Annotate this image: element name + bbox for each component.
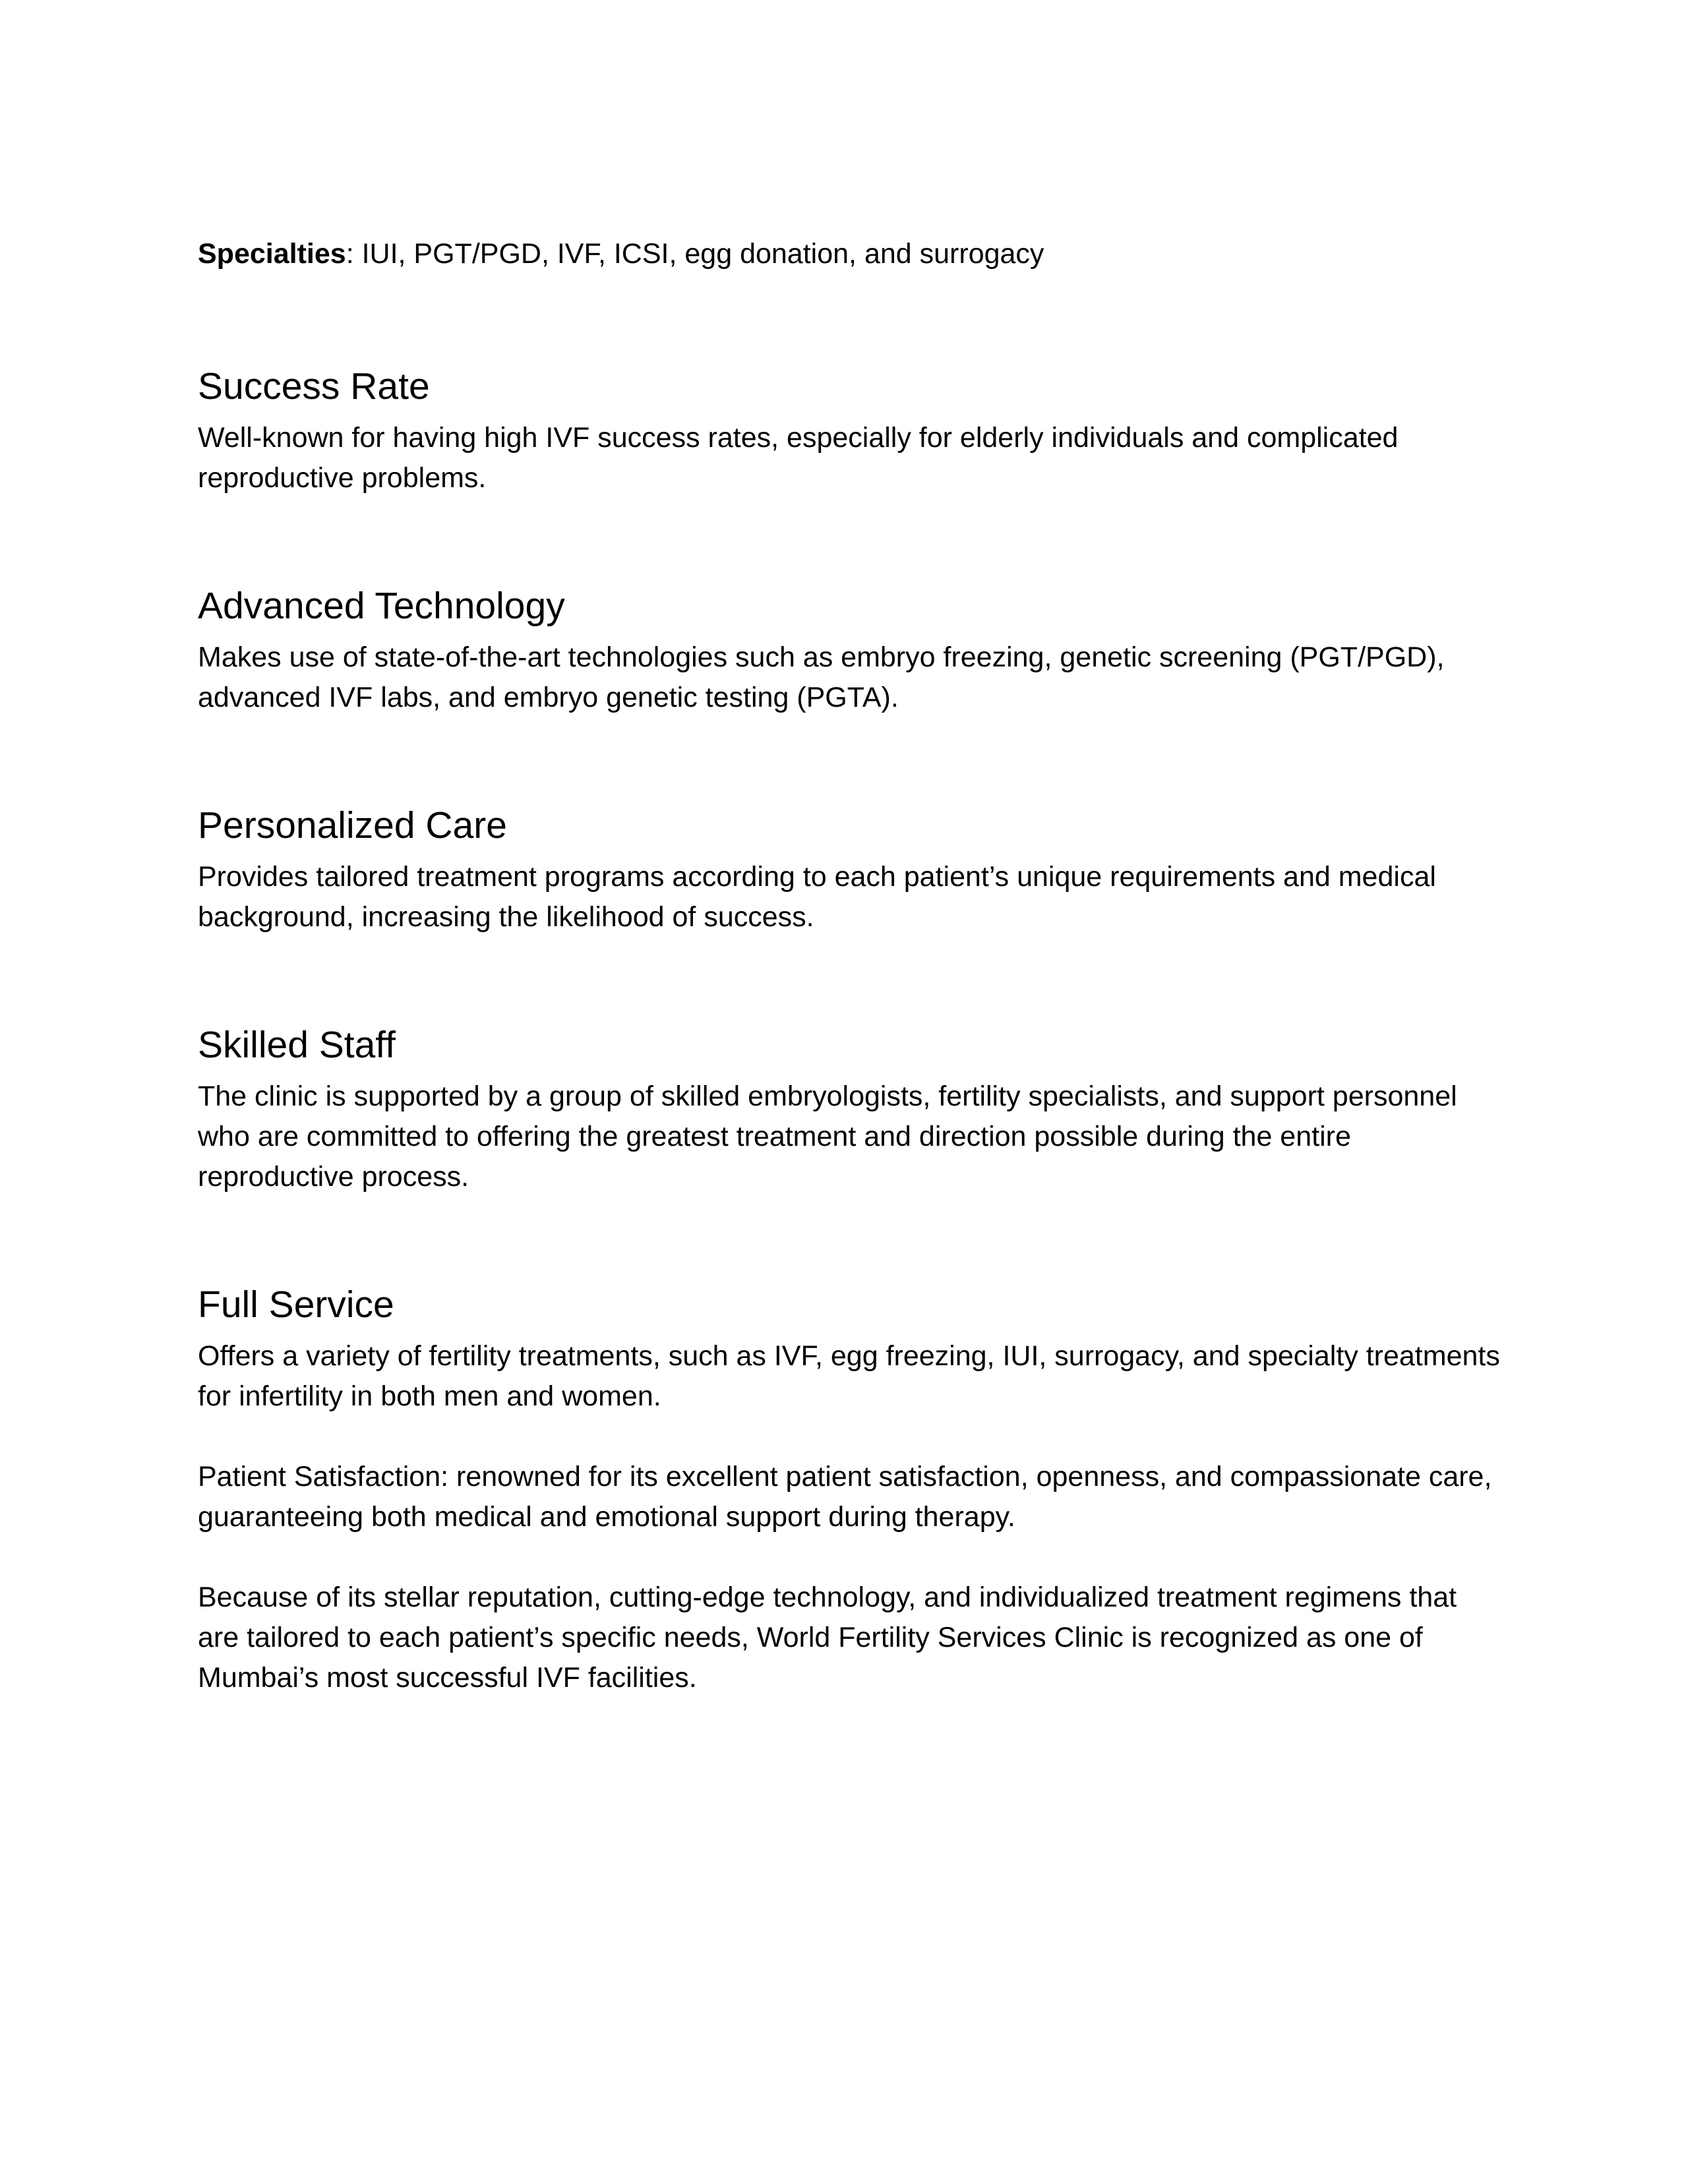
section-success-rate bbox=[198, 363, 1503, 498]
section-heading: Advanced Technology bbox=[198, 585, 565, 627]
section-body: Well-known for having high IVF success rates, especially for elderly individuals and complicated reproductive problems. bbox=[198, 422, 1399, 494]
section-full-service bbox=[198, 1282, 1503, 1417]
section-personalized-care bbox=[198, 802, 1503, 937]
section-body: Provides tailored treatment programs according to each patient’s unique requirements and medical background, increasing the likelihood of success. bbox=[198, 861, 1436, 933]
section-body: Makes use of state-of-the-art technologies such as embryo freezing, genetic screening (PGT/PGD), advanced IVF labs, and embryo genetic testing (PGTA). bbox=[198, 641, 1445, 713]
specialties-paragraph bbox=[198, 234, 1503, 274]
summary-paragraph: Because of its stellar reputation, cutting-edge technology, and individualized treatment regimens that are tailored to each patient’s specific needs, World Fertility Services Clinic is recognized as one of Mumbai’s most successful IVF facilities. bbox=[198, 1581, 1457, 1694]
section-body: Offers a variety of fertility treatments, such as IVF, egg freezing, IUI, surrogacy, and specialty treatments for infertility in both men and women. bbox=[198, 1340, 1500, 1412]
section-heading: Personalized Care bbox=[198, 804, 507, 846]
specialties-label: Specialties bbox=[198, 238, 346, 270]
section-heading: Success Rate bbox=[198, 365, 430, 407]
section-heading: Full Service bbox=[198, 1284, 394, 1326]
specialties-text: : IUI, PGT/PGD, IVF, ICSI, egg donation, and surrogacy bbox=[346, 238, 1044, 270]
section-skilled-staff bbox=[198, 1022, 1503, 1197]
section-advanced-technology bbox=[198, 583, 1503, 718]
document-page bbox=[198, 234, 1503, 1738]
patient-satisfaction-paragraph: Patient Satisfaction: renowned for its excellent patient satisfaction, openness, and compassionate care, guaranteeing both medical and emotional support during therapy. bbox=[198, 1461, 1492, 1533]
section-heading: Skilled Staff bbox=[198, 1024, 396, 1066]
section-body: The clinic is supported by a group of skilled embryologists, fertility specialists, and support personnel who are committed to offering the greatest treatment and direction possible during the entire reproductive process. bbox=[198, 1080, 1457, 1193]
